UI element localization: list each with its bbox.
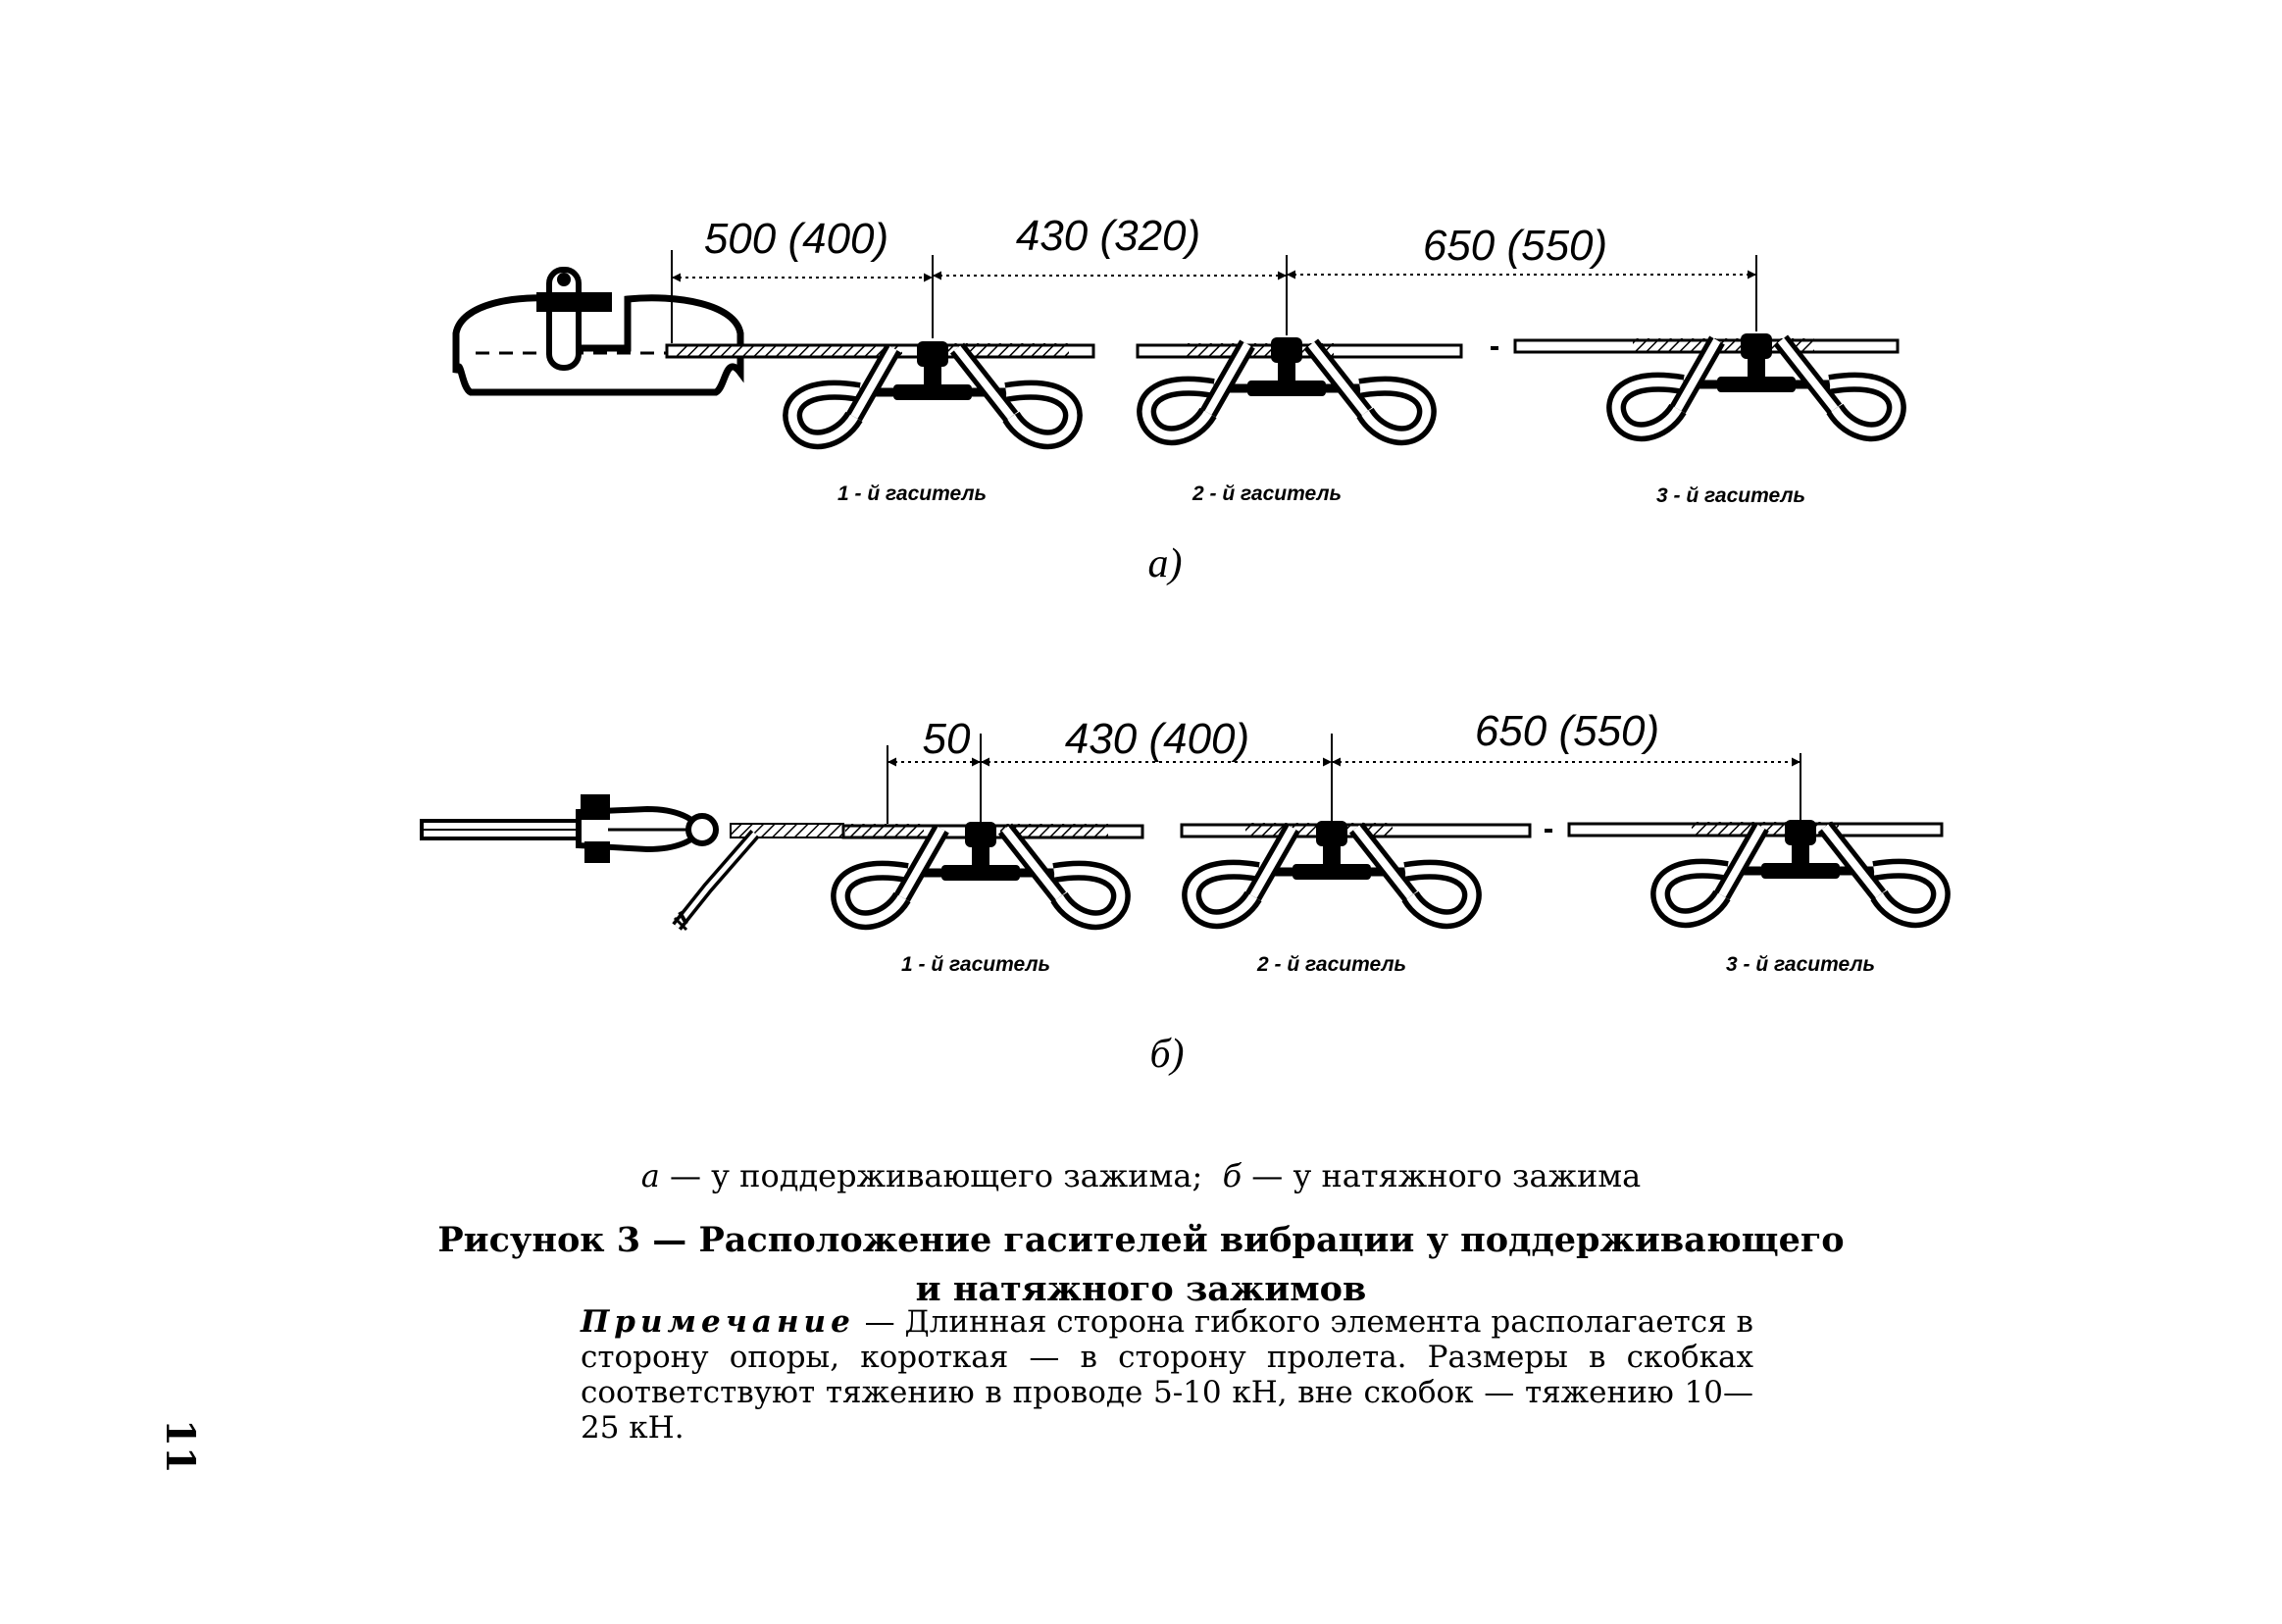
page-number: 11 — [157, 1419, 203, 1474]
dim-a2: 430 (320) — [1015, 212, 1201, 260]
dim-a3: 650 (550) — [1422, 222, 1608, 270]
damper-a2-label: 2 - й гаситель — [1192, 482, 1342, 505]
tension-clamp — [422, 794, 843, 930]
legend-a-letter: а — [640, 1157, 660, 1194]
figure-legend — [0, 1157, 2282, 1194]
damper-a1-label: 1 - й гаситель — [837, 482, 987, 505]
figure-a — [456, 212, 1898, 586]
note-label: Примечание — [581, 1304, 855, 1340]
damper-b1-label: 1 - й гаситель — [901, 953, 1050, 976]
caption-line-2: и натяжного зажимов — [915, 1269, 1367, 1309]
support-clamp — [456, 270, 740, 392]
legend-a-text: — у поддерживающего зажима; — [659, 1157, 1203, 1194]
figure-caption — [0, 1216, 2282, 1314]
legend-b-text: — у натяжного зажима — [1242, 1157, 1642, 1194]
caption-line-1: Рисунок 3 — Расположение гасителей вибрации у поддерживающего — [437, 1220, 1845, 1260]
dimension-lines-b — [887, 734, 1800, 824]
dim-a1: 500 (400) — [703, 215, 889, 263]
damper-b2-label: 2 - й гаситель — [1257, 953, 1406, 976]
damper-a3-label: 3 - й гаситель — [1656, 484, 1805, 507]
subfigure-b-label: б) — [1149, 1032, 1185, 1077]
dim-b2: 430 (400) — [1064, 715, 1250, 763]
legend-b-letter: б — [1222, 1157, 1242, 1194]
damper-b3-label: 3 - й гаситель — [1726, 953, 1875, 976]
subfigure-a-label: а) — [1147, 541, 1183, 586]
dim-b3: 650 (550) — [1474, 707, 1660, 755]
note-text: — Длинная сторона гибкого элемента располагается в сторону опоры, короткая — в сторону пролета. Размеры в скобках соответствуют тяжению в проводе 5-10 кН, вне скобок — тяжению 10—25 кН. — [581, 1304, 1753, 1446]
figure-b — [422, 707, 1942, 1077]
note-paragraph — [581, 1304, 1753, 1446]
dim-b1: 50 — [922, 715, 971, 763]
